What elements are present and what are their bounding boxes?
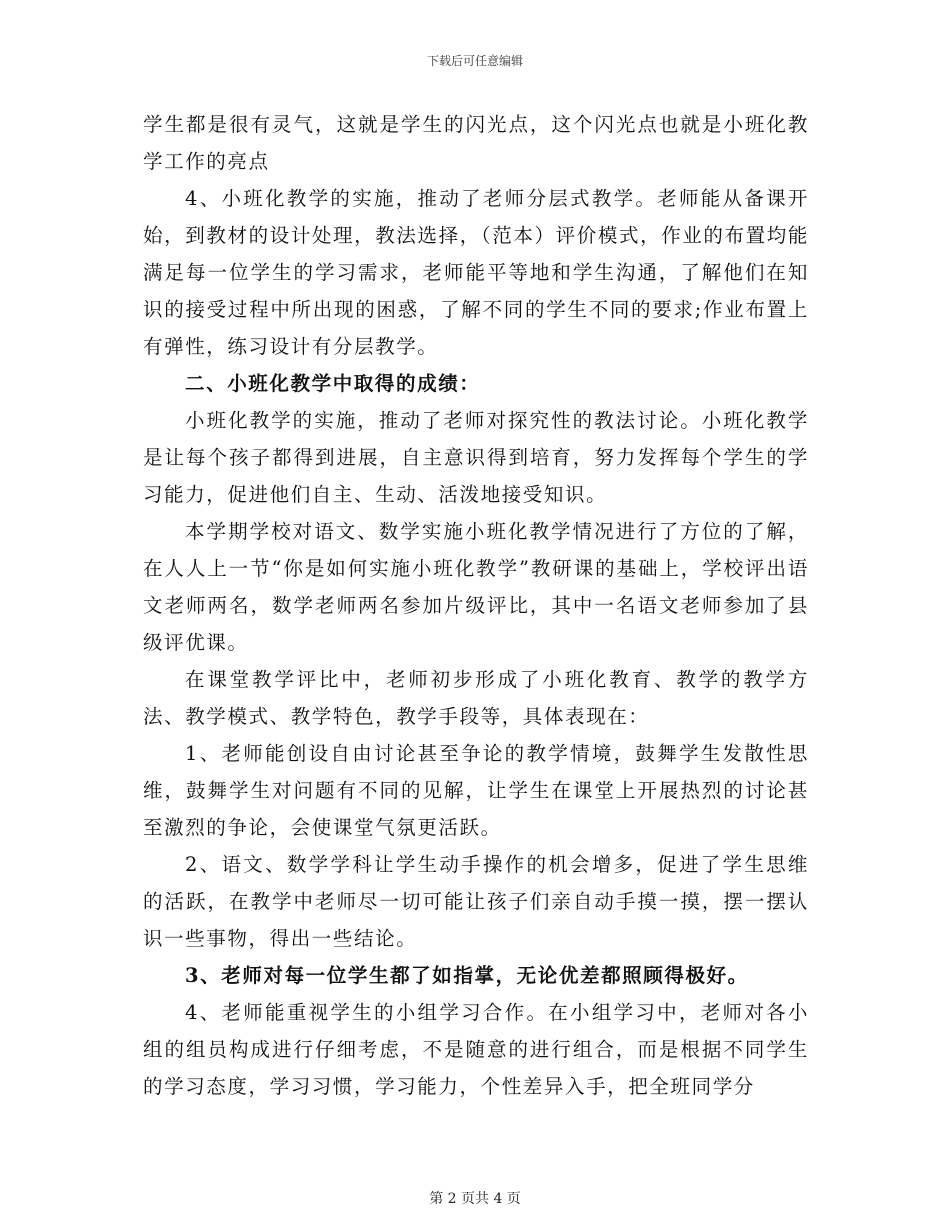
paragraph-1: 学生都是很有灵气，这就是学生的闪光点，这个闪光点也就是小班化教学工作的亮点 — [143, 113, 809, 173]
paragraph-4: 本学期学校对语文、数学实施小班化教学情况进行了方位的了解，在人人上一节“你是如何实施小班化教学”教研课的基础上，学校评出语文老师两名，数学老师两名参加片级评比，其中一名语文老师参加了县级评优课。 — [143, 520, 809, 654]
section-heading: 二、小班化教学中取得的成绩： — [185, 372, 481, 395]
paragraph-8-bold: 3、老师对每一位学生都了如指掌，无论优差都照顾得极好。 — [185, 964, 749, 987]
page-footer: 第 2 页共 4 页 — [429, 1191, 521, 1207]
paragraph-6: 1、老师能创设自由讨论甚至争论的教学情境，鼓舞学生发散性思维，鼓舞学生对问题有不同的见解，让学生在课堂上开展热烈的讨论甚至激烈的争论，会使课堂气氛更活跃。 — [143, 742, 809, 839]
paragraph-2: 4、小班化教学的实施，推动了老师分层式教学。老师能从备课开始，到教材的设计处理，教法选择，（范本）评价模式，作业的布置均能满足每一位学生的学习需求，老师能平等地和学生沟通，了解他们在知识的接受过程中所出现的困惑，了解不同的学生不同的要求;作业布置上有弹性，练习设计有分层教学。 — [143, 187, 809, 358]
page-header: 下载后可任意编辑 — [426, 54, 523, 68]
paragraph-5: 在课堂教学评比中，老师初步形成了小班化教育、教学的教学方法、教学模式、教学特色，教学手段等，具体表现在： — [143, 668, 809, 728]
paragraph-3: 小班化教学的实施，推动了老师对探究性的教法讨论。小班化教学是让每个孩子都得到进展，自主意识得到培育，努力发挥每个学生的学习能力，促进他们自主、生动、活泼地接受知识。 — [143, 409, 809, 506]
document-body — [143, 106, 809, 1105]
paragraph-7: 2、语文、数学学科让学生动手操作的机会增多，促进了学生思维的活跃，在教学中老师尽一切可能让孩子们亲自动手摸一摸，摆一摆认识一些事物，得出一些结论。 — [143, 853, 809, 950]
paragraph-9: 4、老师能重视学生的小组学习合作。在小组学习中，老师对各小组的组员构成进行仔细考虑，不是随意的进行组合，而是根据不同学生的学习态度，学习习惯，学习能力，个性差异入手，把全班同学分 — [143, 1001, 809, 1098]
